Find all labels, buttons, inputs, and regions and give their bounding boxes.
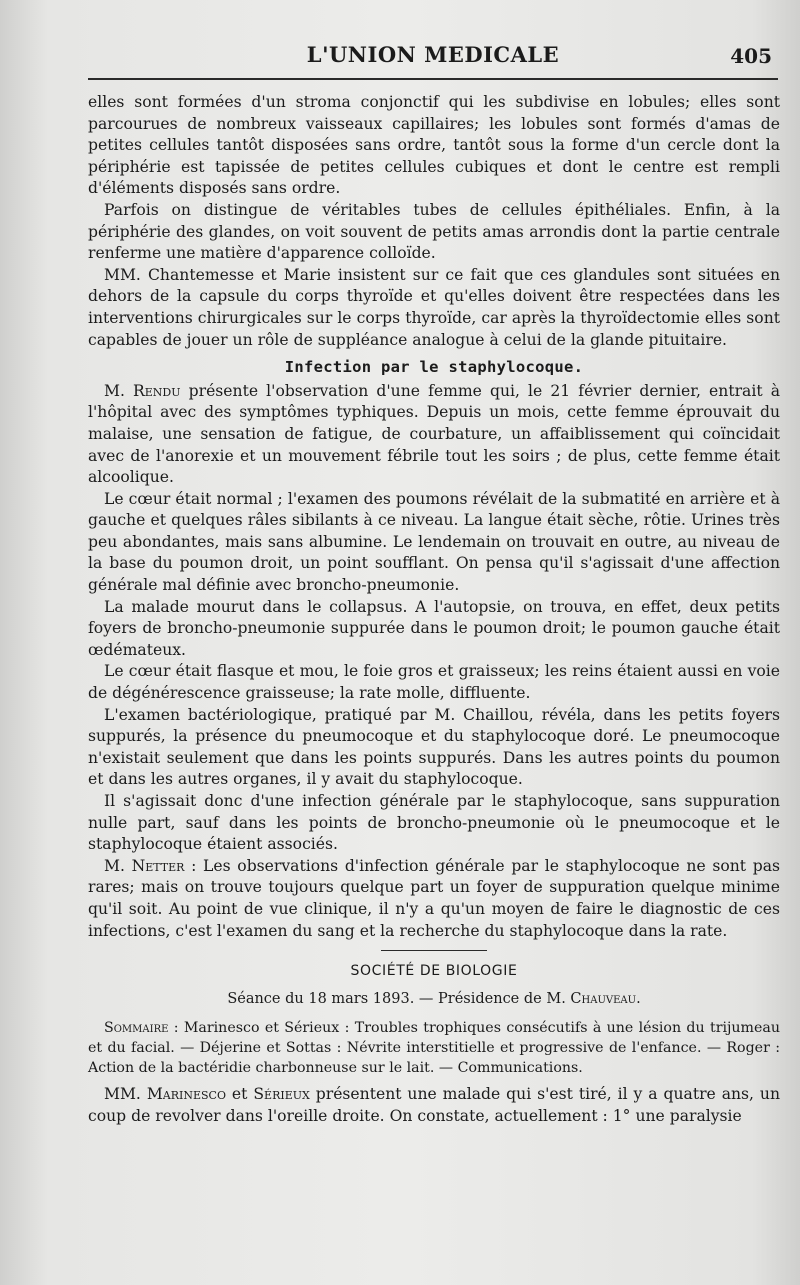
paragraph-coeur-normal: Le cœur était normal ; l'examen des poumons révélait de la submatité en arrière et à gauche et quelques râles sibilants à ce niveau. La langue était sèche, rôtie. Urines très peu abondantes, mais sans albumine. Le lendemain on trouvait en outre, au niveau de la base du poumon droit, un point soufflant. On pensa qu'il s'agissait d'une affection générale mal définie avec broncho-pneumonie. — [88, 489, 780, 595]
prefix-m: M. — [104, 381, 134, 400]
paragraph-chantemesse-text: insistent sur ce fait que ces glandules sont situées en dehors de la capsule du corps thyroïde et qu'elles doivent être respectées dans les interventions chirurgicales sur le corps thyroïde, car après la thyroïdectomie elles sont capables de jouer un rôle de suppléance analogue à celui de la glande pituitaire. — [88, 265, 780, 349]
paragraph-marinesco — [88, 1084, 780, 1127]
session-suffix: . — [636, 990, 641, 1007]
paragraph-infection-generale: Il s'agissait donc d'une infection générale par le staphylocoque, sans suppuration nulle part, sauf dans les points de broncho-pneumonie où le pneumocoque et le staphylocoque étaient associés. — [88, 792, 780, 854]
conjunction-et: et — [226, 1085, 254, 1104]
paragraph-bacteriologique: L'examen bactériologique, pratiqué par M. Chaillou, révéla, dans les petits foyers suppurés, la présence du pneumocoque et du staphylocoque doré. Le pneumocoque n'existait seulement que dans les points suppurés. Dans les autres points du poumon et dans les autres organes, il y avait du staphylocoque. — [88, 705, 780, 789]
paragraph-netter — [88, 856, 780, 942]
summary-text: : Marinesco et Sérieux : Troubles trophiques consécutifs à une lésion du trijumeau et du facial. — Déjerine et Sottas : Névrite interstitielle et progressive de l'enfance. — Roger : Action de la bactéridie charbonneuse sur le lait. — Communications. — [88, 1020, 780, 1077]
body-text — [88, 92, 780, 1128]
session-date: Séance du 18 mars 1893. — Présidence de M. — [227, 990, 571, 1007]
prefix-mm: MM. — [104, 1085, 147, 1104]
section-heading: Infection par le staphylocoque. — [284, 358, 584, 377]
paragraph-continuation: elles sont formées d'un stroma conjonctif qui les subdivise en lobules; elles sont parcourues de nombreux vaisseaux capillaires; les lobules sont formés d'amas de petites cellules tantôt disposées sans ordre, tantôt sous la forme d'un cercle dont la périphérie est tapissée de petites cellules cubiques et dont le centre est rempli d'éléments disposés sans ordre. — [88, 93, 780, 198]
author-netter: Netter — [131, 856, 185, 875]
page-header — [88, 42, 778, 78]
session-president: Chauveau — [570, 990, 637, 1007]
author-serieux: Sérieux — [253, 1085, 310, 1104]
paragraph-chantemesse — [88, 265, 780, 351]
prefix-m-netter: M. — [104, 856, 132, 875]
author-marinesco: Marinesco — [146, 1085, 226, 1104]
society-summary — [88, 1018, 780, 1078]
paragraph-rendu — [88, 381, 780, 489]
header-rule — [88, 78, 778, 80]
paragraph-rendu-text: présente l'observation d'une femme qui, le 21 février dernier, entrait à l'hôpital avec des symptômes typhiques. Depuis un mois, cette femme éprouvait du malaise, une sensation de fatigue, de courbature, un affaiblissement qui coïncidait avec de l'anorexie et un mouvement fébrile tout les soirs ; de plus, cette femme était alcoolique. — [88, 381, 780, 487]
summary-label: Sommaire — [104, 1020, 169, 1037]
paragraph-marinesco-text: présentent une malade qui s'est tiré, il y a quatre ans, un coup de revolver dans l'oreille droite. On constate, actuellement : 1° une paralysie — [88, 1085, 781, 1125]
paragraph-netter-text: : Les observations d'infection générale par le staphylocoque ne sont pas rares; mais on trouve toujours quelque part un foyer de suppuration quelque minime qu'il soit. Au point de vue clinique, il n'y a qu'un moyen de faire le diagnostic de ces infections, c'est l'examen du sang et la recherche du staphylocoque dans la rate. — [88, 856, 780, 940]
paragraph-coeur-flasque: Le cœur était flasque et mou, le foie gros et graisseux; les reins étaient aussi en voie de dégénérescence graisseuse; la rate molle, diffluente. — [88, 662, 780, 703]
author-rendu: Rendu — [133, 381, 181, 400]
section-divider — [381, 950, 487, 951]
session-line — [88, 989, 780, 1011]
page-number: 405 — [730, 44, 772, 68]
running-title: L'UNION MEDICALE — [306, 42, 560, 67]
society-title: SOCIÉTÉ DE BIOLOGIE — [350, 963, 518, 980]
authors-chantemesse-marie: MM. Chantemesse et Marie — [104, 265, 331, 284]
paragraph-collapsus: La malade mourut dans le collapsus. A l'autopsie, on trouva, en effet, deux petits foyers de broncho-pneumonie suppurée dans le poumon droit; le poumon gauche était œdémateux. — [88, 597, 780, 659]
paragraph-glandes: Parfois on distingue de véritables tubes de cellules épithéliales. Enfin, à la périphérie des glandes, on voit souvent de petits amas arrondis dont la partie centrale renferme une matière d'apparence colloïde. — [88, 200, 780, 263]
